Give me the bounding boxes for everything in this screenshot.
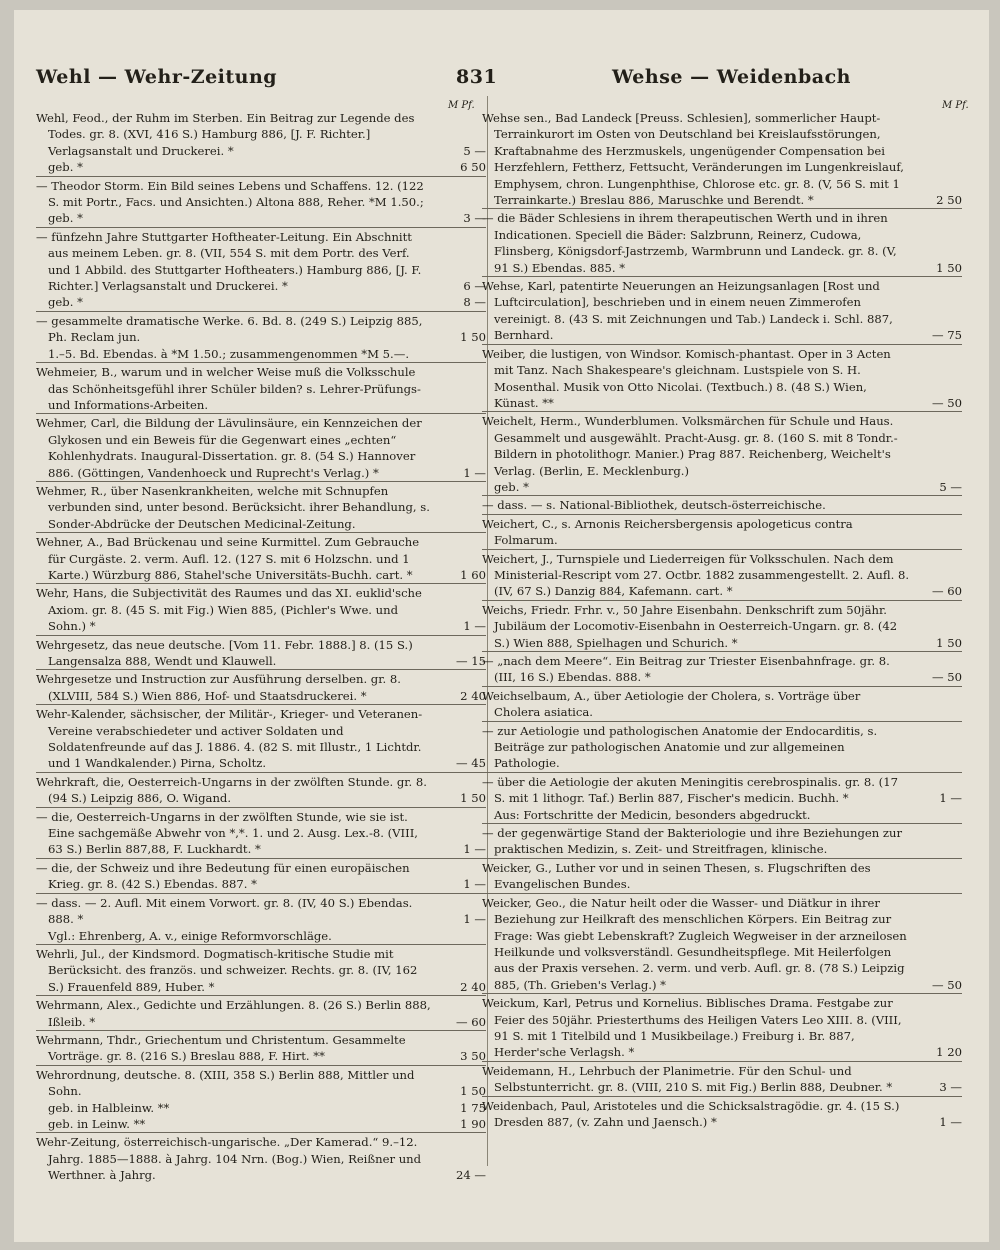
entry-prices bbox=[910, 1079, 962, 1095]
bibliography-entry bbox=[482, 893, 962, 993]
bibliography-entry bbox=[482, 823, 962, 858]
entry-prices bbox=[434, 979, 486, 995]
entry-text: — „nach dem Meere“. Ein Beitrag zur Triester Eisenbahnfrage. gr. 8. (III, 16 S.) Ebendas. 888. * bbox=[482, 654, 890, 685]
entry-text: — die, Oesterreich-Ungarns in der zwölften Stunde, wie sie ist. Eine sachgemäße Abwehr von *,*. 1. und 2. Ausg. Lex.-8. (VIII, 63 S.) Berlin 887,88, F. Luckhardt. * bbox=[36, 809, 418, 857]
entry-text: Wehmer, Carl, die Bildung der Lävulinsäure, ein Kennzeichen der Glykosen und ein Beweis für die Gegenwart eines „echten“ Kohlenhydrats. Inaugural-Dissertation. gr. 8. (54 S.) Hannover 886. (Göttingen, Vandenhoeck und Ruprecht's Verlag.) * bbox=[36, 416, 422, 480]
bibliography-entry bbox=[482, 411, 962, 495]
entry-text: — die Bäder Schlesiens in ihrem therapeutischen Werth und in ihren Indicationen. Speciell die Bäder: Salzbrunn, Reinerz, Cudowa, Flinsberg, Königsdorf-Jastrzemb, Warmbrunn und Landeck. gr. 8. (V, 91 S.) Ebendas. 885. * bbox=[482, 211, 897, 275]
entry-text: Weichelt, Herm., Wunderblumen. Volksmärchen für Schule und Haus. Gesammelt und ausgewählt. Pracht-Ausg. gr. 8. (160 S. mit 8 Tondr.-Bildern in photolithogr. Manier.) Prag 887. Reichenberg, Weichelt's Verlag. (Berlin, E. Mecklenburg.) geb. * bbox=[482, 414, 898, 494]
price-value: 1 50 bbox=[460, 330, 486, 345]
entry-prices bbox=[434, 210, 486, 226]
right-column bbox=[482, 110, 962, 1130]
entry-prices bbox=[434, 567, 486, 583]
entry-text: Wehmer, R., über Nasenkrankheiten, welche mit Schnupfen verbunden sind, unter besond. Berücksicht. ihrer Behandlung, s. Sonder-Abdrücke der Deutschen Medicinal-Zeitung. bbox=[36, 483, 430, 531]
price-value: 6 — bbox=[463, 279, 486, 294]
price-value: — 75 bbox=[931, 328, 962, 343]
left-column bbox=[36, 110, 486, 1184]
entry-text: — über die Aetiologie der akuten Meningitis cerebrospinalis. gr. 8. (17 S. mit 1 lithogr. Taf.) Berlin 887, Fischer's medicin. Buchh. * Aus: Fortschritte der Medicin, besonders abgedruckt. bbox=[482, 774, 898, 822]
bibliography-entry bbox=[36, 1065, 486, 1133]
price-value: 2 50 bbox=[936, 193, 962, 208]
entry-prices bbox=[434, 876, 486, 892]
price-value: — 15 bbox=[455, 654, 486, 669]
bibliography-entry bbox=[36, 362, 486, 413]
price-value: 24 — bbox=[455, 1168, 486, 1183]
entry-text: Wehrmann, Thdr., Griechentum und Christentum. Gesammelte Vorträge. gr. 8. (216 S.) Breslau 888, F. Hirt. ** bbox=[36, 1032, 406, 1064]
bibliography-entry bbox=[482, 344, 962, 412]
entry-text: Wehl, Feod., der Ruhm im Sterben. Ein Beitrag zur Legende des Todes. gr. 8. (XVI, 416 S.) Hamburg 886, [J. F. Richter.] Verlagsanstalt und Druckerei. * geb. * bbox=[36, 111, 415, 175]
entry-text: — gesammelte dramatische Werke. 6. Bd. 8. (249 S.) Leipzig 885, Ph. Reclam jun. 1.–5. Bd. Ebendas. à *M 1.50.; zusammengenommen *M 5.—. bbox=[36, 313, 423, 361]
entry-text: Weichs, Friedr. Frhr. v., 50 Jahre Eisenbahn. Denkschrift zum 50jähr. Jubiläum der Locomotiv-Eisenbahn in Oesterreich-Ungarn. gr. 8. (42 S.) Wien 888, Spielhagen und Schurich. * bbox=[482, 602, 898, 650]
page-number: 831 bbox=[456, 66, 498, 88]
entry-text: Wehse sen., Bad Landeck [Preuss. Schlesien], sommerlicher Haupt-Terrainkurort im Osten von Deutschland bei Kreislaufsstörungen, Kraftabnahme des Herzmuskels, ungenügender Compensation bei Herzfehlern, Fettherz, Fettsucht, Veränderungen im Lungenkreislauf, Emphysem, chron. Lungenphthise, Chlorose etc. gr. 8. (V, 56 S. mit 1 Terrainkarte.) Breslau 886, Maruschke und Berendt. * bbox=[482, 111, 904, 208]
bibliography-entry bbox=[36, 1132, 486, 1183]
entry-prices bbox=[910, 260, 962, 276]
entry-text: Weichert, C., s. Arnonis Reichersbergensis apologeticus contra Folmarum. bbox=[482, 516, 853, 548]
bibliography-entry bbox=[482, 1096, 962, 1131]
entry-text: — dass. — s. National-Bibliothek, deutsch-österreichische. bbox=[482, 498, 826, 513]
entry-prices bbox=[910, 327, 962, 343]
entry-prices bbox=[434, 841, 486, 857]
bibliography-entry bbox=[482, 549, 962, 600]
entry-prices bbox=[434, 278, 486, 311]
entry-prices bbox=[434, 1083, 486, 1132]
entry-prices bbox=[434, 688, 486, 704]
price-value: — 60 bbox=[455, 1014, 486, 1029]
entry-text: Weidenbach, Paul, Aristoteles und die Schicksalstragödie. gr. 4. (15 S.) Dresden 887, (v. Zahn und Jaensch.) * bbox=[482, 1098, 900, 1129]
bibliography-entry bbox=[36, 772, 486, 807]
price-column-head-right: M Pf. bbox=[942, 100, 969, 111]
bibliography-entry bbox=[36, 995, 486, 1030]
bibliography-entry bbox=[482, 993, 962, 1061]
bibliography-entry bbox=[482, 495, 962, 513]
entry-text: — dass. — 2. Aufl. Mit einem Vorwort. gr. 8. (IV, 40 S.) Ebendas. 888. * Vgl.: Ehrenberg, A. v., einige Reformvorschläge. bbox=[36, 895, 413, 943]
entry-text: Wehr-Zeitung, österreichisch-ungarische. „Der Kamerad.“ 9.–12. Jahrg. 1885—1888. à Jahrg. 104 Nrn. (Bog.) Wien, Reißner und Werthner. à Jahrg. bbox=[36, 1135, 422, 1183]
bibliography-entry bbox=[482, 858, 962, 893]
price-value: 1 — bbox=[463, 842, 486, 857]
entry-prices bbox=[910, 479, 962, 495]
price-value bbox=[434, 346, 486, 362]
entry-prices bbox=[434, 755, 486, 771]
bibliography-entry bbox=[36, 944, 486, 995]
bibliography-entry bbox=[36, 311, 486, 362]
bibliography-entry bbox=[482, 276, 962, 344]
bibliography-entry bbox=[482, 651, 962, 686]
price-value: 2 40 bbox=[460, 688, 486, 703]
entry-prices bbox=[910, 395, 962, 411]
entry-prices bbox=[910, 669, 962, 685]
entry-text: — Theodor Storm. Ein Bild seines Lebens und Schaffens. 12. (122 S. mit Portr., Facs. und Ansichten.) Altona 888, Reher. *M 1.50.; geb. * bbox=[36, 178, 424, 226]
bibliography-entry bbox=[36, 532, 486, 583]
price-value: 1 50 bbox=[460, 791, 486, 806]
entry-text: Weichert, J., Turnspiele und Liederreigen für Volksschulen. Nach dem Ministerial-Rescript vom 27. Octbr. 1882 zusammengestellt. 2. Aufl. 8. (IV, 67 S.) Danzig 884, Kafemann. cart. * bbox=[482, 551, 910, 599]
bibliography-entry bbox=[36, 1030, 486, 1065]
price-value: 1 75 bbox=[460, 1100, 486, 1115]
bibliography-entry bbox=[36, 227, 486, 311]
entry-prices bbox=[434, 143, 486, 176]
entry-text: Wehner, A., Bad Brückenau und seine Kurmittel. Zum Gebrauche für Curgäste. 2. verm. Aufl. 12. (127 S. mit 6 Holzschn. und 1 Karte.) Würzburg 886, Stahel'sche Universitäts-Buchh. cart. * bbox=[36, 535, 420, 582]
price-value: 1 — bbox=[463, 619, 486, 634]
price-value: 3 50 bbox=[460, 1049, 486, 1064]
entry-text: — der gegenwärtige Stand der Bakteriologie und ihre Beziehungen zur praktischen Medizin, s. Zeit- und Streitfragen, klinische. bbox=[482, 826, 903, 857]
price-value: 1 20 bbox=[936, 1045, 962, 1060]
entry-prices bbox=[910, 192, 962, 208]
price-value: 5 — bbox=[463, 143, 486, 158]
entry-text: Wehrgesetz, das neue deutsche. [Vom 11. Febr. 1888.] 8. (15 S.) Langensalza 888, Wendt und Klauwell. bbox=[36, 637, 413, 668]
price-value: 1 60 bbox=[460, 567, 486, 582]
entry-text: Wehmeier, B., warum und in welcher Weise muß die Volksschule das Schönheitsgefühl ihrer Schüler bilden? s. Lehrer-Prüfungs- und Informations-Arbeiten. bbox=[36, 365, 421, 412]
price-value: — 50 bbox=[931, 395, 962, 410]
bibliography-entry bbox=[36, 583, 486, 634]
bibliography-entry bbox=[36, 669, 486, 704]
bibliography-entry bbox=[36, 893, 486, 944]
entry-prices bbox=[434, 1167, 486, 1183]
price-value bbox=[910, 807, 962, 823]
bibliography-entry bbox=[36, 635, 486, 670]
entry-text: Wehr-Kalender, sächsischer, der Militär-, Krieger- und Veteranen-Vereine verabschiedeter und activer Soldaten und Soldatenfreunde auf das J. 1886. 4. (82 S. mit Illustr., 1 Lichtdr. und 1 Wandkalender.) Pirna, Scholtz. bbox=[36, 707, 423, 771]
entry-text: Wehr, Hans, die Subjectivität des Raumes und das XI. euklid'sche Axiom. gr. 8. (45 S. mit Fig.) Wien 885, (Pichler's Wwe. und Sohn.) * bbox=[36, 586, 422, 634]
entry-prices bbox=[910, 790, 962, 823]
bibliography-entry bbox=[36, 807, 486, 858]
entry-prices bbox=[910, 977, 962, 993]
bibliography-entry bbox=[36, 704, 486, 772]
price-value: 1 — bbox=[463, 912, 486, 927]
price-value: 1 50 bbox=[936, 635, 962, 650]
price-value bbox=[434, 928, 486, 944]
price-value: 3 — bbox=[463, 211, 486, 226]
entry-text: Wehrordnung, deutsche. 8. (XIII, 358 S.) Berlin 888, Mittler und Sohn. geb. in Halbleinw. ** geb. in Leinw. ** bbox=[36, 1067, 415, 1131]
price-value: — 60 bbox=[931, 584, 962, 599]
entry-prices bbox=[910, 635, 962, 651]
entry-text: — zur Aetiologie und pathologischen Anatomie der Endocarditis, s. Beiträge zur pathologischen Anatomie und zur allgemeinen Pathologie. bbox=[482, 723, 878, 771]
entry-text: Weiber, die lustigen, von Windsor. Komisch-phantast. Oper in 3 Acten mit Tanz. Nach Shakespeare's gleichnam. Lustspiele von S. H. Mosenthal. Musik von Otto Nicolai. (Textbuch.) 8. (48 S.) Wien, Künast. ** bbox=[482, 346, 891, 410]
bibliography-entry bbox=[482, 686, 962, 721]
entry-prices bbox=[434, 1014, 486, 1030]
entry-text: Wehrkraft, die, Oesterreich-Ungarns in der zwölften Stunde. gr. 8. (94 S.) Leipzig 886, O. Wigand. bbox=[36, 774, 427, 806]
bibliography-entry bbox=[36, 858, 486, 893]
entry-prices bbox=[910, 583, 962, 599]
bibliography-entry bbox=[482, 208, 962, 276]
bibliography-entry bbox=[482, 721, 962, 772]
entry-prices bbox=[434, 465, 486, 481]
entry-text: Wehse, Karl, patentirte Neuerungen an Heizungsanlagen [Rost und Luftcirculation], beschrieben und in einem neuen Zimmerofen vereinigt. 8. (43 S. mit Zeichnungen und Tab.) Landeck i. Schl. 887, Bernhard. bbox=[482, 279, 893, 343]
price-value: 6 50 bbox=[460, 160, 486, 175]
entry-prices bbox=[434, 1048, 486, 1064]
bibliography-entry bbox=[36, 176, 486, 227]
bibliography-entry bbox=[482, 1061, 962, 1096]
price-value: — 45 bbox=[455, 756, 486, 771]
price-value: 2 40 bbox=[460, 979, 486, 994]
entry-text: Weichselbaum, A., über Aetiologie der Cholera, s. Vorträge über Cholera asiatica. bbox=[482, 688, 861, 720]
entry-text: Weidemann, H., Lehrbuch der Planimetrie. Für den Schul- und Selbstunterricht. gr. 8. (VIII, 210 S. mit Fig.) Berlin 888, Deubner. * bbox=[482, 1063, 893, 1095]
entry-text: Weickum, Karl, Petrus und Kornelius. Biblisches Drama. Festgabe zur Feier des 50jähr. Priesterthums des Heiligen Vaters Leo XIII. 8. (VIII, 91 S. mit 1 Titelbild und 1 Musikbeilage.) Freiburg i. Br. 887, Herder'sche Verlagsh. * bbox=[482, 996, 902, 1060]
bibliography-entry bbox=[36, 413, 486, 481]
entry-text: Weicker, Geo., die Natur heilt oder die Wasser- und Diätkur in ihrer Beziehung zur Heilkraft des menschlichen Körpers. Ein Beitrag zur Frage: Was giebt Lebenskraft? Zugleich Wegweiser in der arzneilosen Heilkunde und volksverständl. Gesundheitspflege. Mit Heilerfolgen aus der Praxis versehen. 2. verm. und verb. Aufl. gr. 8. (78 S.) Leipzig 885, (Th. Grieben's Verlag.) * bbox=[482, 895, 907, 992]
bibliography-entry bbox=[36, 481, 486, 532]
price-value: 8 — bbox=[463, 295, 486, 310]
running-head-left: Wehl — Wehr-Zeitung bbox=[36, 66, 278, 88]
entry-prices bbox=[434, 653, 486, 669]
entry-prices bbox=[434, 329, 486, 362]
entry-prices bbox=[434, 911, 486, 944]
price-value: 1 — bbox=[939, 1114, 962, 1129]
entry-prices bbox=[434, 618, 486, 634]
price-value: 1 90 bbox=[460, 1116, 486, 1131]
bibliography-entry bbox=[482, 772, 962, 823]
entry-prices bbox=[434, 790, 486, 806]
entry-text: — fünfzehn Jahre Stuttgarter Hoftheater-Leitung. Ein Abschnitt aus meinem Leben. gr. 8. (VII, 554 S. mit dem Portr. des Verf. und 1 Abbild. des Stuttgarter Hoftheaters.) Hamburg 886, [J. F. Richter.] Verlagsanstalt und Druckerei. * geb. * bbox=[36, 229, 422, 310]
price-value: 1 — bbox=[463, 877, 486, 892]
price-value: — 50 bbox=[931, 670, 962, 685]
price-value: 1 50 bbox=[460, 1084, 486, 1099]
price-value: 3 — bbox=[939, 1080, 962, 1095]
entry-prices bbox=[910, 1114, 962, 1130]
price-column-head-left: M Pf. bbox=[448, 100, 475, 111]
price-value: 5 — bbox=[939, 479, 962, 494]
price-value: — 50 bbox=[931, 977, 962, 992]
bibliography-entry bbox=[36, 110, 486, 176]
entry-text: Wehrgesetze und Instruction zur Ausführung derselben. gr. 8. (XLVIII, 584 S.) Wien 886, Hof- und Staatsdruckerei. * bbox=[36, 672, 401, 703]
price-value: 1 50 bbox=[936, 260, 962, 275]
price-value: 1 — bbox=[463, 465, 486, 480]
bibliography-entry bbox=[482, 110, 962, 208]
entry-prices bbox=[910, 1044, 962, 1060]
bibliography-entry bbox=[482, 600, 962, 651]
entry-text: Weicker, G., Luther vor und in seinen Thesen, s. Flugschriften des Evangelischen Bundes. bbox=[482, 860, 871, 892]
bibliography-entry bbox=[482, 514, 962, 549]
entry-text: — die, der Schweiz und ihre Bedeutung für einen europäischen Krieg. gr. 8. (42 S.) Ebendas. 887. * bbox=[36, 860, 410, 892]
entry-text: Wehrli, Jul., der Kindsmord. Dogmatisch-kritische Studie mit Berücksicht. des französ. und schweizer. Rechts. gr. 8. (IV, 162 S.) Frauenfeld 889, Huber. * bbox=[36, 946, 418, 994]
entry-text: Wehrmann, Alex., Gedichte und Erzählungen. 8. (26 S.) Berlin 888, Ißleib. * bbox=[36, 998, 431, 1029]
running-head-right: Wehse — Weidenbach bbox=[612, 66, 851, 88]
price-value: 1 — bbox=[939, 791, 962, 806]
